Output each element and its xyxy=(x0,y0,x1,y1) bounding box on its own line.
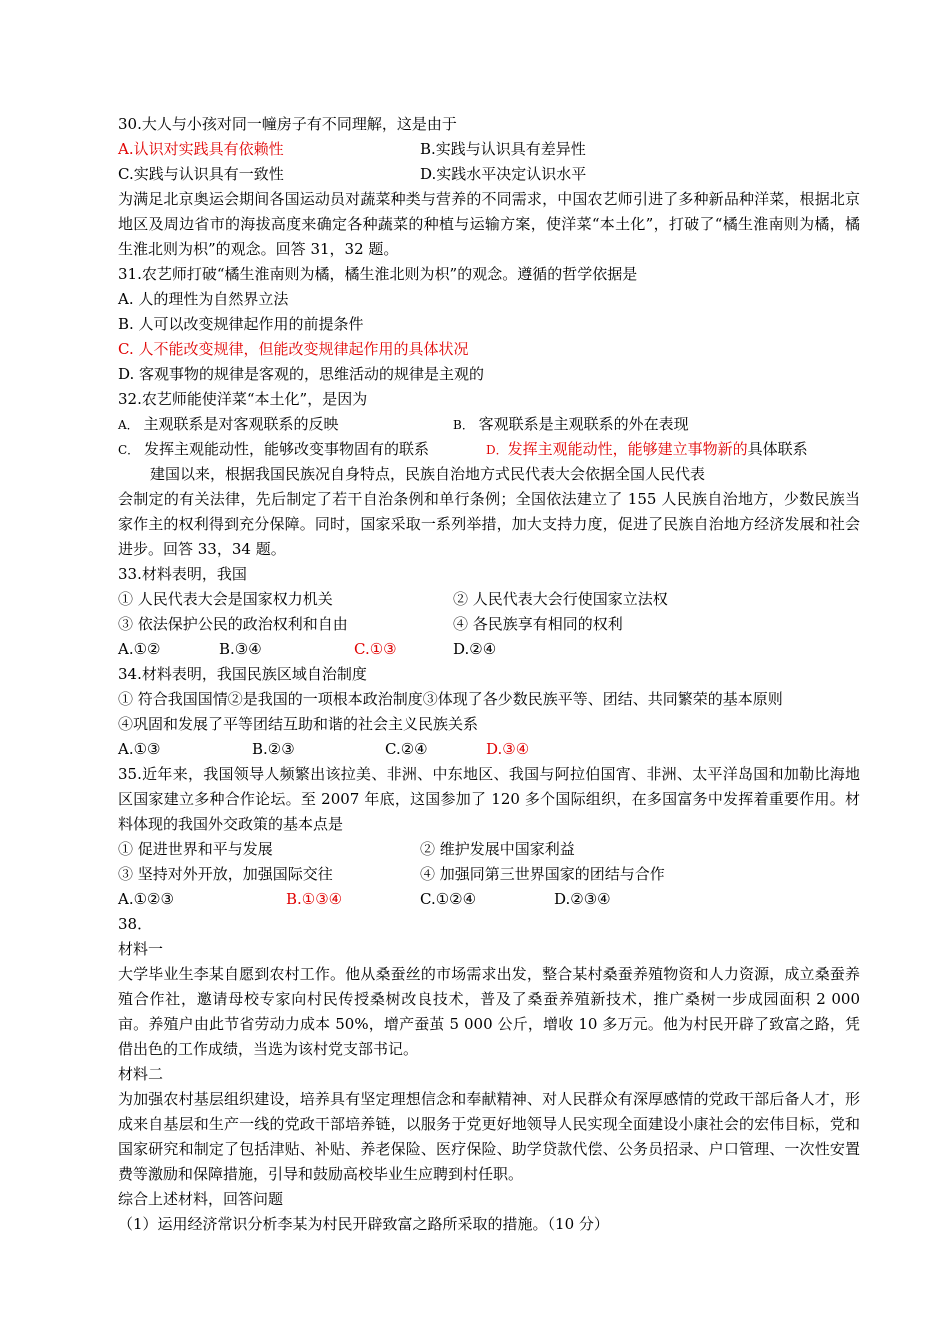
q35-options xyxy=(118,887,860,912)
q35-option-b: B.①③④ xyxy=(286,890,343,908)
q35-stem: 35.近年来，我国领导人频繁出该拉美、非洲、中东地区、我国与阿拉伯国宵、非洲、太平洋岛国和加勒比海地区国家建立多种合作论坛。至 2007 年底，这国参加了 120 多个国际组织，在多国富务中发挥着重要作用。材料体现的我国外交政策的基本点是 xyxy=(118,765,860,833)
q33-statement-2: ② 人民代表大会行使国家立法权 xyxy=(453,590,668,608)
q30-options-row2 xyxy=(118,162,860,187)
q33-statements-row2 xyxy=(118,612,860,637)
q30-option-a: A.认识对实践具有依赖性 xyxy=(118,140,284,158)
q35-statement-2: ② 维护发展中国家利益 xyxy=(420,840,575,858)
q38-material2-title: 材料二 xyxy=(118,1065,164,1083)
q35-option-c: C.①②④ xyxy=(420,890,477,908)
q35-statements-row1 xyxy=(118,837,860,862)
q38-summary: 综合上述材料，回答问题 xyxy=(118,1190,284,1208)
q32-option-b: B． 客观联系是主观联系的外在表现 xyxy=(453,415,689,433)
q33-options xyxy=(118,637,860,662)
q33-stem: 33.材料表明，我国 xyxy=(118,565,247,583)
q38-task-1: （1）运用经济常识分析李某为村民开辟致富之路所采取的措施。（10 分） xyxy=(118,1215,609,1233)
q31-option-a: A. 人的理性为自然界立法 xyxy=(118,290,289,308)
q34-options xyxy=(118,737,860,762)
q32-option-c: C． 发挥主观能动性，能够改变事物固有的联系 xyxy=(118,440,429,458)
q32-options-row2 xyxy=(118,437,860,462)
q33-option-b: B.③④ xyxy=(219,640,262,658)
q34-statement-4: ④巩固和发展了平等团结互助和谐的社会主义民族关系 xyxy=(118,715,479,733)
q34-option-b: B.②③ xyxy=(252,740,295,758)
q31-option-d: D. 客观事物的规律是客观的，思维活动的规律是主观的 xyxy=(118,365,485,383)
q30-option-b: B.实践与认识具有差异性 xyxy=(420,140,586,158)
q30-stem: 30.大人与小孩对同一幢房子有不同理解，这是由于 xyxy=(118,115,457,133)
q33-statement-3: ③ 依法保护公民的政治权利和自由 xyxy=(118,615,348,633)
q34-option-d: D.③④ xyxy=(486,740,530,758)
q32-options-row1 xyxy=(118,412,860,437)
q34-statements-1-3: ① 符合我国国情②是我国的一项根本政治制度③体现了各少数民族平等、团结、共同繁荣的基本原则 xyxy=(118,690,783,708)
q34-option-c: C.②④ xyxy=(385,740,428,758)
q32-option-a: A． 主观联系是对客观联系的反映 xyxy=(118,415,339,433)
q38-material2-text: 为加强农村基层组织建设，培养具有坚定理想信念和奉献精神、对人民群众有深厚感情的党政干部后备人才，形成来自基层和生产一线的党政干部培养链，以服务于党更好地领导人民实现全面建设小康社会的宏伟目标，党和国家研究和制定了包括津贴、补贴、养老保险、医疗保险、助学贷款代偿、公务员招录、户口管理、一次性安置费等激励和保障措施，引导和鼓励高校毕业生应聘到村任职。 xyxy=(118,1090,860,1183)
q35-option-d: D.②③④ xyxy=(554,890,611,908)
q31-option-c: C. 人不能改变规律，但能改变规律起作用的具体状况 xyxy=(118,340,469,358)
intro-33-34-line1: 建国以来，根据我国民族况自身特点，民族自治地方式民代表大会依据全国人民代表 xyxy=(150,465,706,483)
q35-statement-1: ① 促进世界和平与发展 xyxy=(118,840,273,858)
intro-31-32: 为满足北京奥运会期间各国运动员对蔬菜种类与营养的不同需求，中国农艺师引进了多种新品种洋菜，根据北京地区及周边省市的海拔高度来确定各种蔬菜的种植与运输方案，使洋菜“本土化”，打破了“橘生淮南则为橘，橘生淮北则为枳”的观念。回答 31，32 题。 xyxy=(118,190,860,258)
q33-option-c: C.①③ xyxy=(354,640,397,658)
q38-material1-text: 大学毕业生李某自愿到农村工作。他从桑蚕丝的市场需求出发，整合某村桑蚕养殖物资和人力资源，成立桑蚕养殖合作社，邀请母校专家向村民传授桑树改良技术，普及了桑蚕养殖新技术，推广桑树一步成园面积 2 000 亩。养殖户由此节省劳动力成本 50%，增产蚕茧 5 000 公斤，增收 10 多万元。他为村民开辟了致富之路，凭借出色的工作成绩，当选为该村党支部书记。 xyxy=(118,965,860,1058)
q34-stem: 34.材料表明，我国民族区域自治制度 xyxy=(118,665,367,683)
q33-option-d: D.②④ xyxy=(453,640,497,658)
q31-option-b: B. 人可以改变规律起作用的前提条件 xyxy=(118,315,364,333)
q35-statement-4: ④ 加强同第三世界国家的团结与合作 xyxy=(420,865,665,883)
q33-statement-4: ④ 各民族享有相同的权利 xyxy=(453,615,623,633)
q35-statements-row2 xyxy=(118,862,860,887)
intro-33-34-rest: 会制定的有关法律，先后制定了若干自治条例和单行条例；全国依法建立了 155 人民族自治地方，少数民族当家作主的权利得到充分保障。同时，国家采取一系列举措，加大支持力度，促进了民族自治地方经济发展和社会进步。回答 33，34 题。 xyxy=(118,490,860,558)
q33-option-a: A.①② xyxy=(118,640,161,658)
q32-option-d: D．发挥主观能动性，能够建立事物新的具体联系 xyxy=(486,440,808,458)
q34-option-a: A.①③ xyxy=(118,740,161,758)
q30-options-row1 xyxy=(118,137,860,162)
exam-page xyxy=(118,112,860,1237)
q33-statement-1: ① 人民代表大会是国家权力机关 xyxy=(118,590,333,608)
q33-statements-row1 xyxy=(118,587,860,612)
q35-option-a: A.①②③ xyxy=(118,890,174,908)
q35-statement-3: ③ 坚持对外开放，加强国际交往 xyxy=(118,865,333,883)
q31-stem: 31.农艺师打破“橘生淮南则为橘，橘生淮北则为枳”的观念。遵循的哲学依据是 xyxy=(118,265,638,283)
q32-stem: 32.农艺师能使洋菜“本土化”，是因为 xyxy=(118,390,368,408)
q30-option-c: C.实践与认识具有一致性 xyxy=(118,165,284,183)
q38-number: 38． xyxy=(118,915,153,933)
q30-option-d: D.实践水平决定认识水平 xyxy=(420,165,587,183)
q38-material1-title: 材料一 xyxy=(118,940,164,958)
